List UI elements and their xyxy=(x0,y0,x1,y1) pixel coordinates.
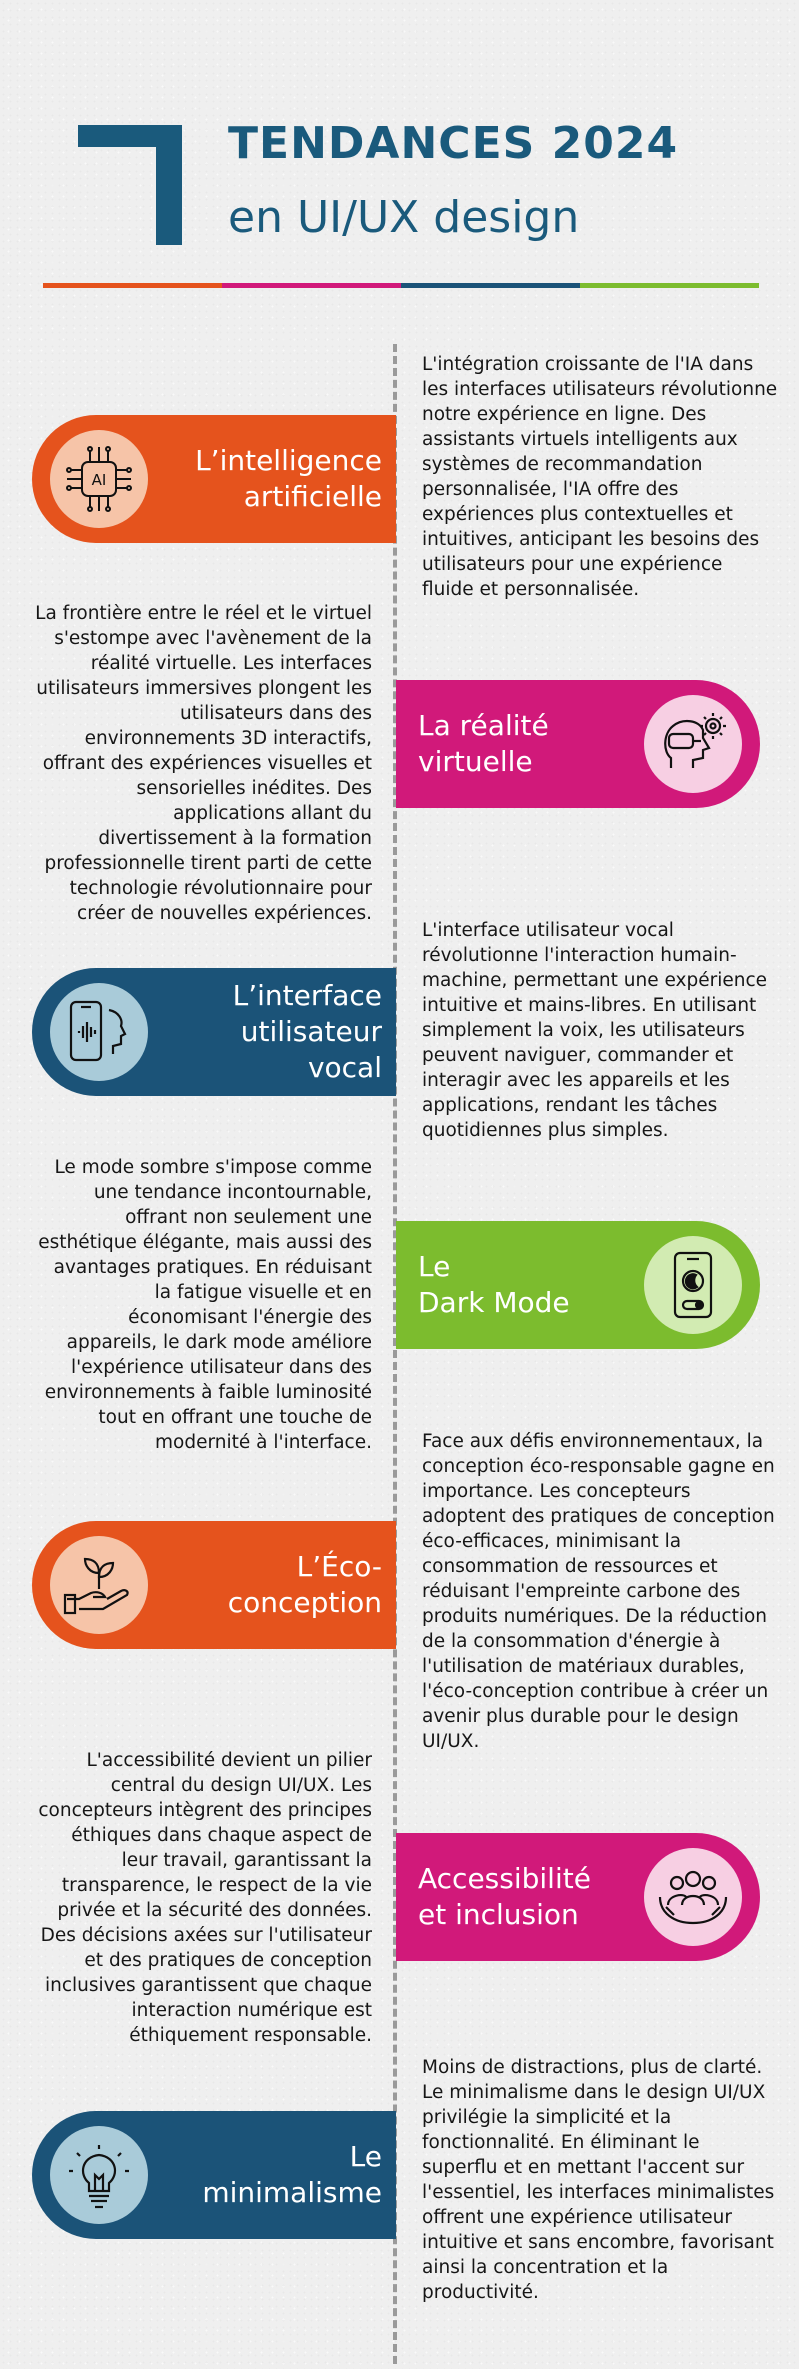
trend-text-ai: L'intégration croissante de l'IA dans les interfaces utilisateurs révolutionne notre expérience en ligne. Des assistants virtuels intelligents aux systèmes de recommandation personnalisée, l'IA offre des expériences plus contextuelles et intuitives, anticipant les besoins des utilisateurs pour une expérience fluide et personnalisée. xyxy=(422,354,778,600)
number-seven xyxy=(78,125,182,245)
color-divider xyxy=(43,283,759,288)
trend-label-vr: La réalité virtuelle xyxy=(418,709,549,778)
trend-text-voice: L'interface utilisateur vocal révolutionne l'interaction humain-machine, permettant une expérience intuitive et mains-libres. En utilisant simplement la voix, les utilisateurs peuvent naviguer, commander et interagir avec les appareils et les applications, rendant les tâches quotidiennes plus simples. xyxy=(422,920,768,1141)
trend-label-voice: L’interface utilisateur vocal xyxy=(232,979,382,1084)
trend-text-darkmode: Le mode sombre s'impose comme une tendance incontournable, offrant non seulement une esthétique élégante, mais aussi des avantages pratiques. En réduisant la fatigue visuelle et en économisant l'énergie des appareils, le dark mode améliore l'expérience utilisateur dans des environnements à faible luminosité tout en offrant une touche de modernité à l'interface. xyxy=(38,1157,372,1453)
trend-text-vr: La frontière entre le réel et le virtuel s'estompe avec l'avènement de la réalité virtuelle. Les interfaces utilisateurs immersives plongent les utilisateurs dans des environnements 3D interactifs, offrant des expériences visuelles et sensorielles inédites. Des applications allant du divertissement à la formation professionnelle tirent parti de cette technologie révolutionnaire pour créer de nouvelles expériences. xyxy=(35,603,372,924)
timeline-dashed-line xyxy=(393,344,397,2364)
svg-text:AI: AI xyxy=(91,471,107,489)
trend-pill-ai xyxy=(32,415,396,543)
title-line-2: en UI/UX design xyxy=(228,192,580,243)
plant-hand-icon xyxy=(50,1536,148,1634)
trend-pill-accessibility xyxy=(396,1833,760,1961)
trend-text-accessibility: L'accessibilité devient un pilier central du design UI/UX. Les concepteurs intègrent des principes éthiques dans chaque aspect de leur travail, garantissant la transparence, le respect de la vie privée et la sécurité des données. Des décisions axées sur l'utilisateur et des pratiques de conception inclusives garantissent que chaque interaction numérique est éthiquement responsable. xyxy=(38,1750,372,2046)
trend-pill-darkmode xyxy=(396,1221,760,1349)
vr-headset-icon xyxy=(644,695,742,793)
trend-pill-eco xyxy=(32,1521,396,1649)
trend-label-minimalism: Le minimalisme xyxy=(202,2140,382,2209)
trend-pill-vr xyxy=(396,680,760,808)
title-line-1: TENDANCES 2024 xyxy=(228,118,679,169)
trend-text-eco: Face aux défis environnementaux, la conception éco-responsable gagne en importance. Les concepteurs adoptent des pratiques de conception éco-efficaces, minimisant la consommation de ressources et réduisant l'empreinte carbone des produits numériques. De la réduction de la consommation d'énergie à l'utilisation de matériaux durables, l'éco-conception contribue à créer un avenir plus durable pour le design UI/UX. xyxy=(422,1431,775,1752)
trend-text-minimalism: Moins de distractions, plus de clarté. Le minimalisme dans le design UI/UX privilégie la simplicité et la fonctionnalité. En éliminant le superflu et en mettant l'accent sur l'essentiel, les interfaces minimalistes offrent une expérience utilisateur intuitive et sans encombre, favorisant ainsi la concentration et la productivité. xyxy=(422,2057,775,2303)
trend-label-accessibility: Accessibilité et inclusion xyxy=(418,1862,591,1931)
trend-label-ai: L’intelligence artificielle xyxy=(195,444,382,513)
ai-chip-icon xyxy=(50,430,148,528)
people-hands-icon xyxy=(644,1848,742,1946)
voice-phone-icon xyxy=(50,983,148,1081)
trend-label-eco: L’Éco- conception xyxy=(227,1550,382,1619)
trend-label-darkmode: Le Dark Mode xyxy=(418,1250,570,1319)
dark-mode-phone-icon xyxy=(644,1236,742,1334)
trend-pill-minimalism xyxy=(32,2111,396,2239)
lightbulb-icon xyxy=(50,2126,148,2224)
trend-pill-voice xyxy=(32,968,396,1096)
